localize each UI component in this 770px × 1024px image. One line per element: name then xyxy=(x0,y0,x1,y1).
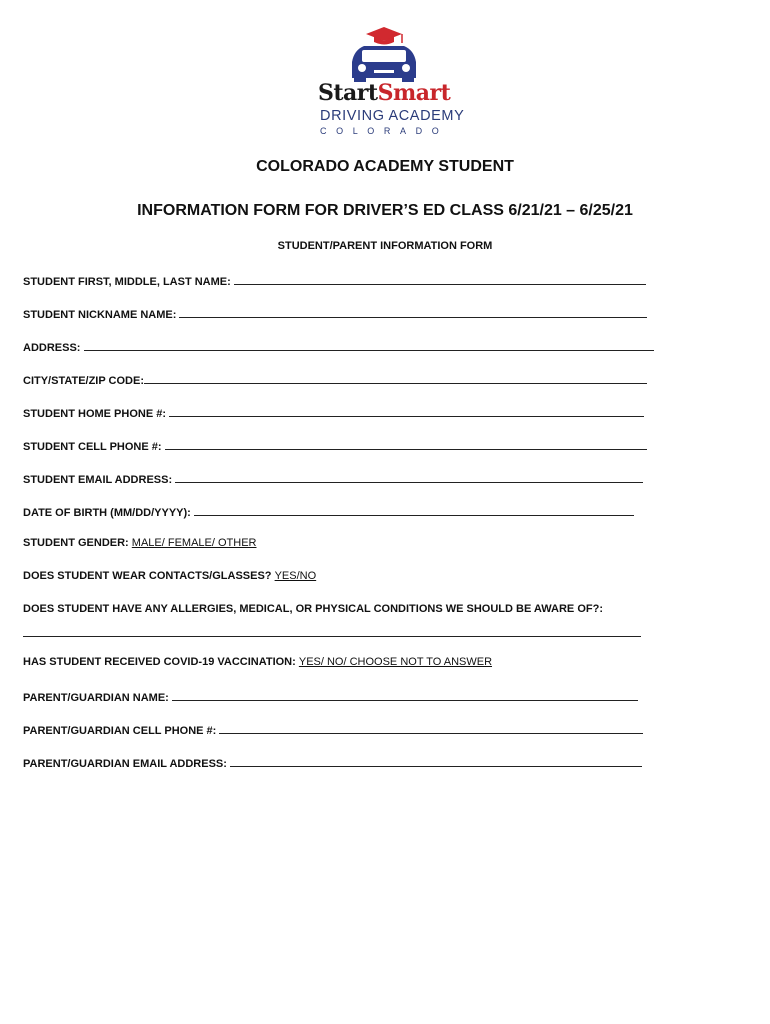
email-row xyxy=(23,471,643,486)
guardian-email-field[interactable] xyxy=(230,755,642,767)
address-label: ADDRESS: xyxy=(23,342,81,354)
cell-phone-row xyxy=(23,438,647,453)
logo-colorado: COLORADO xyxy=(320,126,449,136)
covid-options[interactable]: YES/ NO/ CHOOSE NOT TO ANSWER xyxy=(298,656,493,668)
guardian-cell-field[interactable] xyxy=(219,722,643,734)
guardian-name-row xyxy=(23,689,638,704)
allergies-label: DOES STUDENT HAVE ANY ALLERGIES, MEDICAL, OR PHYSICAL CONDITIONS WE SHOULD BE AWARE OF?: xyxy=(23,603,603,615)
guardian-name-field[interactable] xyxy=(172,689,638,701)
guardian-name-label: PARENT/GUARDIAN NAME: xyxy=(23,692,169,704)
allergies-answer-row xyxy=(23,625,641,640)
address-field[interactable] xyxy=(84,339,654,351)
nickname-label: STUDENT NICKNAME NAME: xyxy=(23,309,177,321)
guardian-cell-label: PARENT/GUARDIAN CELL PHONE #: xyxy=(23,725,217,737)
gender-options[interactable]: MALE/ FEMALE/ OTHER xyxy=(131,537,257,549)
student-name-field[interactable] xyxy=(234,273,646,285)
form-heading: STUDENT/PARENT INFORMATION FORM xyxy=(277,240,493,252)
home-phone-label: STUDENT HOME PHONE #: xyxy=(23,408,167,420)
student-name-label: STUDENT FIRST, MIDDLE, LAST NAME: xyxy=(23,276,231,288)
city-label: CITY/STATE/ZIP CODE: xyxy=(23,375,145,387)
city-row xyxy=(23,372,647,387)
glasses-options[interactable]: YES/NO xyxy=(274,570,317,582)
glasses-row xyxy=(23,570,316,582)
dob-label: DATE OF BIRTH (MM/DD/YYYY): xyxy=(23,507,191,519)
page-title: COLORADO ACADEMY STUDENT xyxy=(256,158,514,175)
start-smart-logo xyxy=(316,24,465,136)
car-logo-icon xyxy=(316,24,456,84)
city-field[interactable] xyxy=(144,372,647,384)
dob-field[interactable] xyxy=(194,504,634,516)
allergies-row xyxy=(23,603,603,615)
guardian-email-label: PARENT/GUARDIAN EMAIL ADDRESS: xyxy=(23,758,227,770)
covid-row xyxy=(23,656,492,668)
address-row xyxy=(23,339,654,354)
covid-label: HAS STUDENT RECEIVED COVID-19 VACCINATION: xyxy=(23,656,296,668)
logo-word-start: Start xyxy=(318,80,378,106)
cell-phone-label: STUDENT CELL PHONE #: xyxy=(23,441,162,453)
cell-phone-field[interactable] xyxy=(165,438,647,450)
home-phone-row xyxy=(23,405,644,420)
dob-row xyxy=(23,504,634,519)
nickname-field[interactable] xyxy=(179,306,647,318)
student-name-row xyxy=(23,273,646,288)
home-phone-field[interactable] xyxy=(169,405,644,417)
gender-row xyxy=(23,537,257,549)
logo-word-smart: Smart xyxy=(377,80,451,106)
email-label: STUDENT EMAIL ADDRESS: xyxy=(23,474,173,486)
guardian-email-row xyxy=(23,755,642,770)
email-field[interactable] xyxy=(175,471,643,483)
allergies-field[interactable] xyxy=(23,625,641,637)
logo-driving-academy: DRIVING ACADEMY xyxy=(320,108,465,124)
gender-label: STUDENT GENDER: xyxy=(23,537,129,549)
logo-wordmark xyxy=(318,80,458,106)
glasses-label: DOES STUDENT WEAR CONTACTS/GLASSES? xyxy=(23,570,272,582)
page-subtitle: INFORMATION FORM FOR DRIVER’S ED CLASS 6/21/21 – 6/25/21 xyxy=(137,202,633,219)
guardian-cell-row xyxy=(23,722,643,737)
nickname-row xyxy=(23,306,647,321)
